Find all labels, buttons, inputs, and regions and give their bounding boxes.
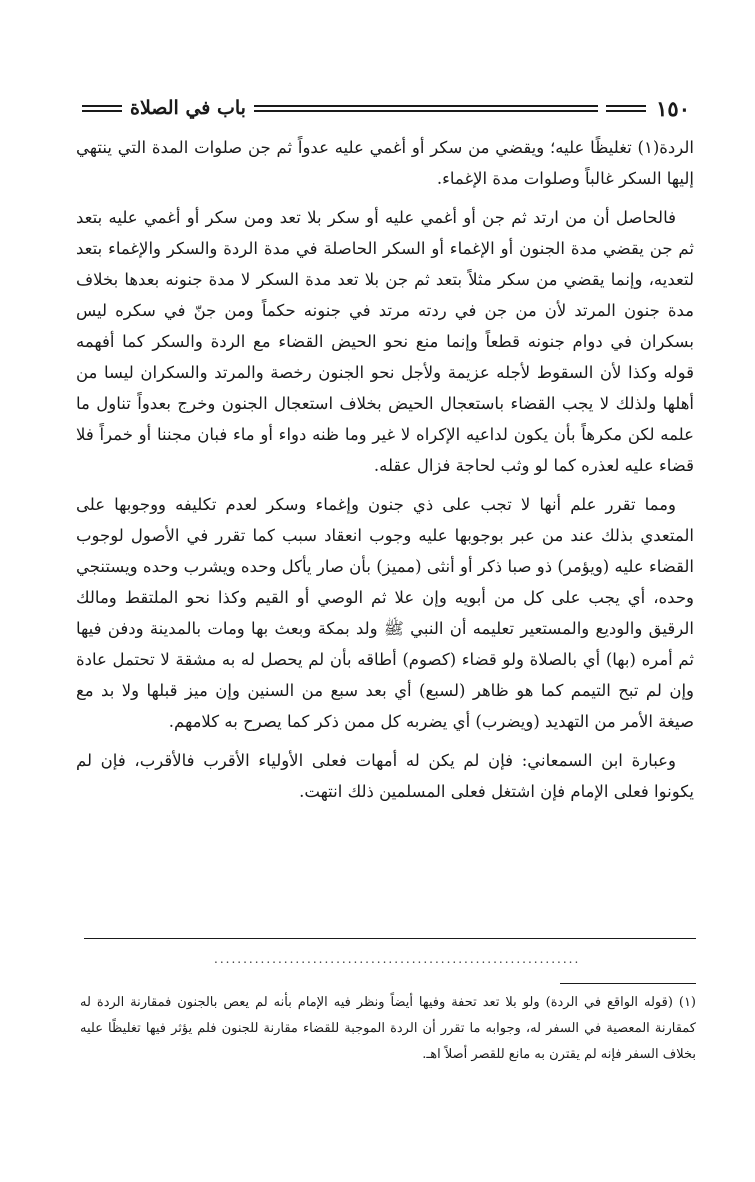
paragraph: فالحاصل أن من ارتد ثم جن أو أغمي عليه أو سكر بلا تعد ومن سكر أو أغمي عليه بتعد ثم جن يقضي مدة الجنون أو الإغماء أو السكر الحاصلة في مدة الردة والسكر والإغماء بتعد لتعديه، وإنما يقضي من سكر مثلاً بتعد ثم جن بلا تعد مدة السكر لا مدة جنونه بعدها بخلاف مدة جنون المرتد لأن من جن في ردته مرتد في جنونه حكماً ومن جنّ في سكره ليس بسكران في دوام جنونه قطعاً وإنما منع نحو الحيض القضاء مع الردة والسكر كما أفهمه قوله وكذا لأن السقوط لأجله عزيمة ولأجل نحو الجنون رخصة والمرتد والسكران ليسا من أهلها ولذلك لا يجب القضاء باستعجال الحيض بخلاف استعجال الجنون وخرج بعدواً تناول ما علمه لكن مكرهاً بأن يكون لداعيه الإكراه لا غير وما ظنه دواء أو ماء فبان مجننا أو خمراً فلا قضاء عليه لعذره كما لو وثب لحاجة فزال عقله. (76, 208, 694, 475)
chapter-title: باب في الصلاة (130, 97, 246, 119)
paragraph: الردة(١) تغليظًا عليه؛ ويقضي من سكر أو أغمي عليه عدواً ثم جن صلوات المدة التي ينتهي إليها السكر غالباً وصلوات مدة الإغماء. (76, 138, 694, 188)
page-number: ١٥٠ (656, 95, 690, 121)
main-text (76, 132, 694, 815)
page-header (82, 94, 690, 122)
header-rule-long (254, 105, 598, 112)
header-rule-end (82, 105, 122, 112)
dotted-line: ............................................................... (214, 952, 581, 966)
footnote: (١) (قوله الواقع في الردة) ولو بلا تعد تحفة وفيها أيضاً ونظر فيه الإمام بأنه لم يعص بالجنون فمقارنة الردة له كمقارنة المعصية في السفر له، وجوابه ما تقرر أن الردة الموجبة للقضاء مقارنة للجنون فلم يؤثر فيها تغليظًا عليه بخلاف السفر فإنه لم يقترن به مانع للقصر أصلاً اهـ. (80, 995, 696, 1062)
header-rule-short (606, 105, 646, 112)
paragraph: وعبارة ابن السمعاني: فإن لم يكن له أمهات فعلى الأولياء الأقرب فالأقرب، فإن لم يكونوا فعلى الإمام فإن اشتغل فعلى المسلمين ذلك انتهت. (76, 751, 694, 801)
footnote-rule (560, 983, 696, 984)
footnote-separator (84, 938, 696, 939)
paragraph: ومما تقرر علم أنها لا تجب على ذي جنون وإغماء وسكر لعدم تكليفه ووجوبها على المتعدي بذلك عند من عبر بوجوبها عليه وجوب انعقاد سبب كما تقرر في الأصول لوجوب القضاء عليه (ويؤمر) ذو صبا ذكر أو أنثى (مميز) بأن صار يأكل وحده ويشرب وحده ويستنجي وحده، أي يجب على كل من أبويه وإن علا ثم الوصي أو القيم وكذا نحو الملتقط ومالك الرقيق والوديع والمستعير تعليمه أن النبي ﷺ ولد بمكة وبعث بها ومات بالمدينة ودفن فيها ثم أمره (بها) أي بالصلاة ولو قضاء (كصوم) أطاقه بأن لم يحصل له به مشقة لا تحتمل عادة وإن لم تبح التيمم كما هو ظاهر (لسبع) أي بعد سبع من السنين وإن ميز قبلها ولا بد مع صيغة الأمر من التهديد (ويضرب) أي يضربه كل ممن ذكر كما يصرح به كلامهم. (76, 495, 694, 731)
